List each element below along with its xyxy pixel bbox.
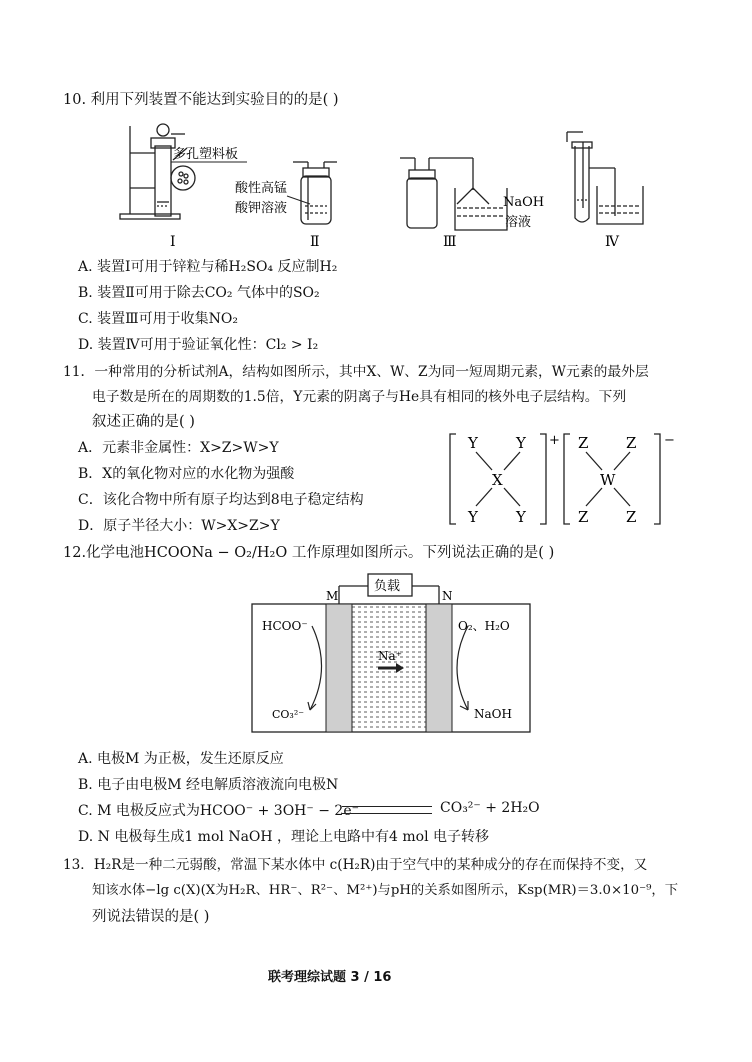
apparatus-4 xyxy=(567,132,643,224)
q13-stem-line3: 列说法错误的是( ) xyxy=(92,909,210,925)
cation-charge: + xyxy=(549,433,560,448)
q11-stem-line3: 叙述正确的是( ) xyxy=(92,414,195,430)
anion-ligand-br: Z xyxy=(626,508,637,526)
q11-option-d: D．原子半径大小：W>X>Z>Y xyxy=(78,518,280,534)
right-top-label: O₂、H₂O xyxy=(458,619,510,633)
label-naoh-line1: NaOH xyxy=(503,195,545,210)
q12-option-a: A. 电极M 为正极，发生还原反应 xyxy=(78,751,284,767)
roman-label-4: Ⅳ xyxy=(605,234,619,250)
q12-option-b: B. 电子由电极M 经电解质溶液流向电极N xyxy=(78,777,339,793)
q12-stem: 12.化学电池HCOONa − O₂/H₂O 工作原理如图所示。下列说法正确的是( ) xyxy=(63,545,555,561)
q11-option-a: A．元素非金属性：X>Z>W>Y xyxy=(78,440,279,456)
label-porous-plate: 多孔塑料板 xyxy=(173,147,239,162)
q10-apparatus-figure xyxy=(115,118,655,253)
q10-option-a: A. 装置Ⅰ可用于锌粒与稀H₂SO₄ 反应制H₂ xyxy=(78,259,338,275)
q11-option-b: B．X的氧化物对应的水化物为强酸 xyxy=(78,466,295,482)
label-naoh-line2: 溶液 xyxy=(505,215,532,230)
anion-ligand-tr: Z xyxy=(626,434,637,452)
roman-label-2: Ⅱ xyxy=(310,234,320,250)
electrode-n-label: N xyxy=(442,589,453,603)
cation-ligand-br: Y xyxy=(516,508,526,526)
right-bottom-label: NaOH xyxy=(474,707,512,721)
cation-ligand-tr: Y xyxy=(516,434,526,452)
page-footer: 联考理综试题 3 / 16 xyxy=(268,970,392,985)
anion-ligand-bl: Z xyxy=(578,508,589,526)
q10-option-c: C. 装置Ⅲ可用于收集NO₂ xyxy=(78,311,238,327)
q11-stem-line1: 11．一种常用的分析试剂A，结构如图所示，其中X、W、Z为同一短周期元素，W元素的最外层 xyxy=(63,364,649,380)
q12-option-d: D. N 电极每生成1 mol NaOH ，理论上电路中有4 mol 电子转移 xyxy=(78,829,490,845)
roman-label-3: Ⅲ xyxy=(443,234,457,250)
q12-option-c: C. M 电极反应式为HCOO⁻ + 3OH⁻ − 2e⁻ xyxy=(78,803,359,819)
cation-ligand-bl: Y xyxy=(468,508,478,526)
q10-stem: 10. 利用下列装置不能达到实验目的的是( ) xyxy=(63,92,339,108)
q12-option-c-product: CO₃²⁻ + 2H₂O xyxy=(440,800,540,816)
electrode-m-label: M xyxy=(326,589,339,603)
q12-battery-figure xyxy=(250,570,532,734)
q13-stem-line1: 13．H₂R是一种二元弱酸，常温下某水体中 c(H₂R)由于空气中的某种成分的存在而保持不变，又 xyxy=(63,857,648,873)
anion-ligand-tl: Z xyxy=(578,434,589,452)
roman-label-1: Ⅰ xyxy=(170,234,176,250)
apparatus-1 xyxy=(120,124,195,219)
q10-option-b: B. 装置Ⅱ可用于除去CO₂ 气体中的SO₂ xyxy=(78,285,320,301)
label-kmno4-line2: 酸钾溶液 xyxy=(235,201,288,216)
label-kmno4-line1: 酸性高锰 xyxy=(235,181,288,196)
cation-ligand-tl: Y xyxy=(468,434,478,452)
q13-stem-line2: 知该水体−lg c(X)(X为H₂R、HR⁻、R²⁻、M²⁺)与pH的关系如图所示，Ksp(MR)＝3.0×10⁻⁹，下 xyxy=(92,883,679,898)
left-bottom-label: CO₃²⁻ xyxy=(272,708,305,721)
left-top-label: HCOO⁻ xyxy=(262,619,308,633)
apparatus-3 xyxy=(400,158,507,230)
ion-label: Na⁺ xyxy=(378,649,402,663)
anion-center: W xyxy=(600,471,616,489)
q10-option-d: D. 装置Ⅳ可用于验证氧化性：Cl₂ > I₂ xyxy=(78,337,319,353)
q11-structure-figure xyxy=(448,430,688,530)
load-label: 负载 xyxy=(374,579,401,594)
q11-option-c: C．该化合物中所有原子均达到8电子稳定结构 xyxy=(78,492,364,508)
cation-center: X xyxy=(492,471,503,489)
apparatus-2 xyxy=(293,162,337,224)
q11-stem-line2: 电子数是所在的周期数的1.5倍，Y元素的阴离子与He具有相同的核外电子层结构。下列 xyxy=(92,389,627,405)
equals-sign-long xyxy=(342,806,432,814)
anion-charge: − xyxy=(664,433,675,448)
